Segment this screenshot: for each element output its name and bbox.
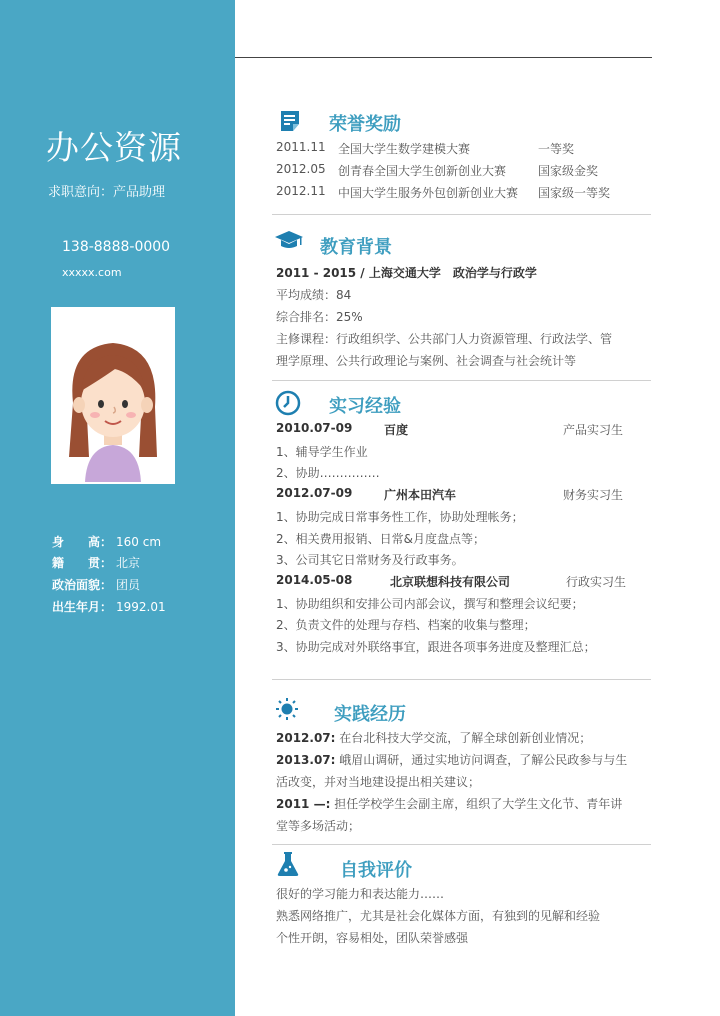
- section-divider: [272, 844, 651, 845]
- practice-line: 活改变，并对当地建设提出相关建议；: [276, 775, 481, 789]
- honor-name: 创青春全国大学生创新创业大赛: [338, 164, 507, 178]
- education-title: 教育背景: [320, 237, 392, 258]
- job-date: 2010.07-09: [276, 421, 353, 435]
- clock-icon: [275, 390, 301, 416]
- courses-line: 主修课程：行政组织学、公共部门人力资源管理、行政法学、管: [276, 332, 613, 346]
- avatar: [51, 307, 175, 484]
- job-duty: 1、辅导学生作业: [276, 445, 368, 459]
- top-divider: [235, 57, 652, 58]
- job-duty: 2、协助……………: [276, 466, 380, 480]
- internship-title: 实习经验: [329, 396, 401, 417]
- job-role: 产品实习生: [563, 423, 624, 437]
- honor-date: 2012.05: [276, 162, 326, 176]
- honor-date: 2011.11: [276, 140, 326, 154]
- job-duty: 3、协助完成对外联络事宜，跟进各项事务进度及整理汇总；: [276, 640, 596, 654]
- document-icon: [280, 110, 300, 132]
- honor-name: 中国大学生服务外包创新创业大赛: [338, 186, 519, 200]
- job-role: 行政实习生: [566, 575, 627, 589]
- courses-line: 理学原理、公共行政理论与案例、社会调查与社会统计等: [276, 354, 577, 368]
- job-company: 百度: [384, 423, 409, 437]
- self-eval-line: 熟悉网络推广，尤其是社会化媒体方面，有独到的见解和经验: [276, 909, 601, 923]
- practice-line: 堂等多场活动；: [276, 819, 361, 833]
- job-company: 广州本田汽车: [384, 488, 457, 502]
- practice-title: 实践经历: [334, 704, 406, 725]
- phone-number: 138-8888-0000: [62, 239, 171, 255]
- info-height: 身 高： 160 cm: [52, 535, 162, 549]
- self-eval-line: 很好的学习能力和表达能力……: [276, 887, 445, 901]
- practice-line: 2012.07: 在台北科技大学交流，了解全球创新创业情况；: [276, 731, 592, 745]
- job-duty: 3、公司其它日常财务及行政事务。: [276, 553, 464, 567]
- self-eval-title: 自我评价: [340, 860, 412, 881]
- honor-award: 国家级一等奖: [538, 186, 611, 200]
- candidate-name: 办公资源: [46, 128, 182, 167]
- practice-line: 2013.07: 峨眉山调研，通过实地访问调查，了解公民政参与与生: [276, 753, 628, 767]
- job-duty: 2、负责文件的处理与存档、档案的收集与整理；: [276, 618, 536, 632]
- girl-avatar-icon: [51, 307, 175, 484]
- honor-date: 2012.11: [276, 184, 326, 198]
- honor-award: 一等奖: [538, 142, 575, 156]
- gpa-row: 平均成绩：84: [276, 288, 352, 302]
- job-duty: 2、相关费用报销、日常&月度盘点等；: [276, 532, 485, 546]
- job-date: 2012.07-09: [276, 486, 353, 500]
- job-intent: 求职意向：产品助理: [48, 185, 166, 200]
- job-company: 北京联想科技有限公司: [390, 575, 511, 589]
- info-political: 政治面貌： 团员: [52, 578, 141, 592]
- rank-row: 综合排名：25%: [276, 310, 363, 324]
- job-duty: 1、协助完成日常事务性工作，协助处理帐务；: [276, 510, 524, 524]
- sun-icon: [275, 697, 299, 721]
- job-role: 财务实习生: [563, 488, 624, 502]
- flask-icon: [277, 851, 299, 877]
- section-divider: [272, 214, 651, 215]
- email-address: xxxxx.com: [62, 266, 122, 279]
- honor-award: 国家级金奖: [538, 164, 599, 178]
- education-header: 2011 - 2015 / 上海交通大学 政治学与行政学: [276, 266, 537, 280]
- job-date: 2014.05-08: [276, 573, 353, 587]
- info-birth: 出生年月： 1992.01: [52, 600, 166, 614]
- section-divider: [272, 380, 651, 381]
- honors-title: 荣誉奖励: [329, 114, 401, 135]
- graduation-cap-icon: [274, 230, 304, 250]
- info-hometown: 籍 贯： 北京: [52, 556, 141, 570]
- section-divider: [272, 679, 651, 680]
- honor-name: 全国大学生数学建模大赛: [338, 142, 471, 156]
- self-eval-line: 个性开朗，容易相处，团队荣誉感强: [276, 931, 469, 945]
- job-duty: 1、协助组织和安排公司内部会议，撰写和整理会议纪要；: [276, 597, 584, 611]
- practice-line: 2011 —: 担任学校学生会副主席，组织了大学生文化节、青年讲: [276, 797, 623, 811]
